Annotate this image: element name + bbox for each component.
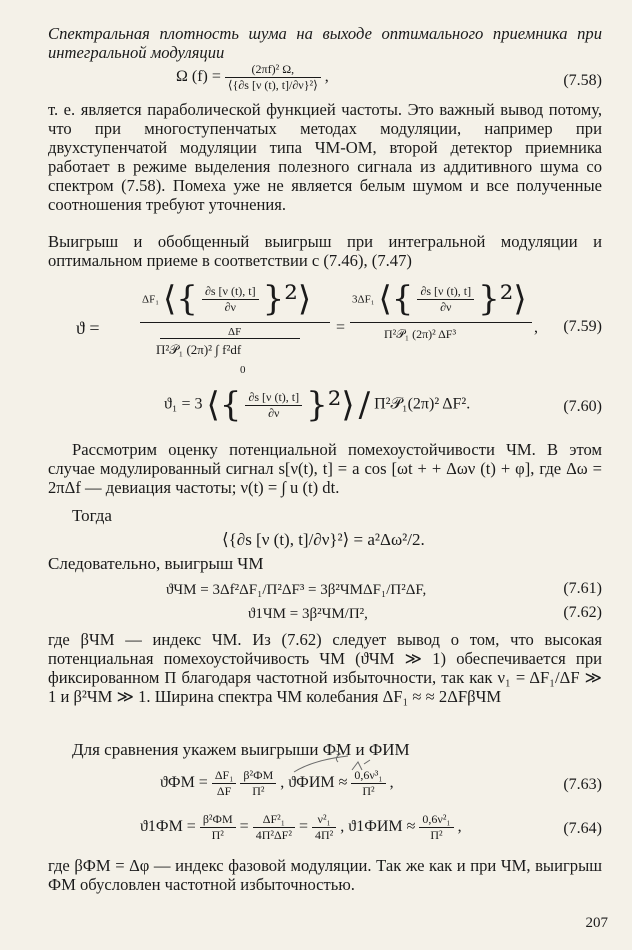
eq-763-f1-den: ΔF	[216, 784, 232, 798]
eq-760-inner-den: ∂ν	[268, 405, 280, 420]
eq-759-angle-left: ⟨{	[163, 279, 198, 319]
eq-764-f2-num: ΔF²₁	[253, 812, 295, 828]
eq-764-lhs: ϑ1ФМ =	[140, 818, 196, 836]
intro-text	[48, 24, 602, 62]
paragraph-3	[48, 440, 602, 497]
intro-text-content: Спектральная плотность шума на выходе оптимального приемника при интегральной модуляции	[48, 24, 602, 62]
consequently-line: Следовательно, выигрыш ЧМ	[48, 554, 264, 573]
eq-763-f3-den: Π²	[362, 784, 375, 798]
paragraph-6	[48, 856, 602, 894]
eq-760-inner-num: ∂s [ν (t), t]	[245, 390, 302, 406]
eq-759-sub-bar	[160, 338, 300, 339]
eq-763-frac-1	[212, 768, 237, 799]
page-number: 207	[585, 915, 608, 931]
paragraph-6-text: где βФМ = Δφ — индекс фазовой модуляции. Так же как и при ЧМ, выигрыш ФМ обусловлен частотной избыточностью.	[48, 856, 602, 894]
eq-759-angle-left-2: ⟨{	[378, 279, 414, 319]
paragraph-2	[48, 232, 602, 270]
eq-762: ϑ1ЧМ = 3β²ЧМ/Π²,	[248, 606, 368, 622]
paragraph-1	[48, 100, 602, 214]
eq-759-inner-fraction-2	[417, 284, 474, 315]
eq-759-num1-den: ΔF	[228, 326, 242, 338]
paragraph-3-text: Рассмотрим оценку потенциальной помехоустойчивости ЧМ. В этом случае модулированный сигнал s[ν(t), t] = a cos [ωt + + Δων (t) + φ], где Δω = 2πΔf — девиация частоты; ν(t) = ∫ u (t) dt.	[48, 440, 602, 497]
eq-761: ϑЧМ = 3Δf²ΔF₁/Π²ΔF³ = 3β²ЧМΔF₁/Π²ΔF,	[166, 582, 427, 598]
eq-764-frac-4	[419, 812, 453, 843]
then-word: Тогда	[72, 506, 112, 525]
eq-763-f1-num: ΔF₁	[212, 768, 237, 784]
eq-764-f1-den: Π²	[211, 828, 224, 842]
eq-759-num1-factor: ΔF₁	[142, 293, 160, 306]
eq-758-fraction	[225, 62, 321, 93]
eq-759-num2	[352, 279, 527, 319]
eq-760-rhs: Π²𝒫₁(2π)² ΔF².	[374, 395, 471, 413]
eq-759-angle-right-2: }²⟩	[478, 279, 527, 319]
eq-759-inner-den-2: ∂ν	[440, 299, 452, 314]
eq-763-number: (7.63)	[563, 776, 602, 793]
eq-759-num2-factor: 3ΔF₁	[352, 293, 375, 306]
eq-760-inner-fraction	[245, 390, 302, 421]
eq-764-eq: =	[298, 818, 308, 836]
eq-764-number: (7.64)	[563, 820, 602, 837]
paragraph-4-text: где βЧМ — индекс ЧМ. Из (7.62) следует вывод о том, что высокая потенциальная помехоустойчивость ЧМ (ϑЧМ ≫ 1) обеспечивается при фиксированном Π благодаря частотной избыточности, так как ν₁ = ΔF₁/ΔF ≫ 1 и β²ЧМ ≫ 1. Ширина спектра ЧМ колебания ΔF₁ ≈ ≈ 2ΔFβЧМ	[48, 630, 602, 706]
eq-759-angle-right: }²⟩	[262, 279, 312, 319]
eq-764-f2-den: 4Π²ΔF²	[255, 828, 292, 842]
paragraph-4	[48, 630, 602, 706]
eq-759-integral-lower: 0	[240, 364, 246, 376]
eq-758-tail: ,	[324, 68, 329, 86]
eq-759-num1	[142, 279, 312, 319]
eq-759-number: (7.59)	[563, 318, 602, 335]
eq-763-f3-num: 0,6ν³₁	[351, 768, 385, 784]
eq-759-inner-num-2: ∂s [ν (t), t]	[417, 284, 474, 300]
eq-760-angle-left: ⟨{	[206, 385, 242, 425]
eq-760-slash: /	[358, 385, 371, 425]
paragraph-5: Для сравнения укажем выигрыши ФМ и ФИМ	[72, 740, 410, 759]
eq-763-f2-den: Π²	[252, 784, 265, 798]
eq-758-numerator: (2πf)² Ω,	[225, 62, 321, 78]
eq-760-angle-right: }²⟩	[306, 385, 355, 425]
eq-759-inner-den: ∂ν	[224, 299, 236, 314]
eq-764-f3-num: ν²₁	[312, 812, 336, 828]
eq-759-inner-fraction	[202, 284, 259, 315]
equation-7-58	[176, 62, 329, 93]
paragraph-1-text: т. е. является параболической функцией частоты. Это важный вывод потому, что при многоступенчатых методах модуляции, например при двухступенчатой модуляции типа ЧМ-ОМ, второй детектор приемника работает в режиме выделения полезного сигнала из аддитивного шума со спектром (7.58). Помеха уже не является белым шумом и все полученные соотношения требуют уточнения.	[48, 100, 602, 214]
eq-759-lhs: ϑ =	[76, 318, 100, 338]
eq-763-frac-2	[240, 768, 276, 799]
eq-764-frac-2	[253, 812, 295, 843]
eq-759-tail: ,	[534, 319, 538, 336]
eq-763-f2-num: β²ФМ	[240, 768, 276, 784]
eq-759-den2: Π²𝒫₁ (2π)² ΔF³	[384, 327, 457, 341]
eq-764-frac-1	[200, 812, 236, 843]
eq-758-lhs: Ω (f) =	[176, 68, 221, 86]
eq-764-f4-num: 0,6ν²₁	[419, 812, 453, 828]
eq-then: ⟨{∂s [ν (t), t]/∂ν}²⟩ = a²Δω²/2.	[222, 530, 425, 549]
eq-759-main-bar-2	[350, 322, 532, 323]
eq-760-number: (7.60)	[563, 398, 602, 415]
eq-764-f1-num: β²ФМ	[200, 812, 236, 828]
eq-760-lhs: ϑ₁ = 3	[164, 395, 203, 413]
eq-762-number: (7.62)	[563, 604, 602, 621]
eq-759-equals: =	[336, 319, 346, 336]
eq-764-f3-den: 4Π²	[315, 828, 334, 842]
eq-761-number: (7.61)	[563, 580, 602, 597]
eq-759-inner-num: ∂s [ν (t), t]	[202, 284, 259, 300]
equation-7-64: ϑ1ФМ = $\frac{\text{β²ФМ}}{\text{Π²}}$ = $\frac{\text{ΔF²₁}}{\text{4Π²ΔF²}}$ = $\frac{\text{ν²₁}}{\text{4Π²}}$ , ϑ1ФИМ ≈ $\frac{\text{0,6ν²₁}}{\text{Π²}}$ ,	[140, 812, 462, 842]
eq-763-lhs: ϑФМ =	[160, 774, 208, 792]
eq-764-tail: ,	[457, 818, 462, 836]
eq-759-den1: Π²𝒫₁ (2π)² ∫ f²df	[156, 342, 242, 357]
eq-764-f4-den: Π²	[430, 828, 443, 842]
equation-7-60	[164, 385, 471, 425]
eq-758-number: (7.58)	[563, 72, 602, 89]
eq-764-frac-3	[312, 812, 336, 843]
eq-758-denominator: ⟨{∂s [ν (t), t]/∂ν}²⟩	[227, 78, 318, 92]
eq-763-tail: ,	[389, 774, 394, 792]
eq-763-mid: , ϑФИМ ≈	[280, 774, 348, 792]
eq-764-mid: , ϑ1ФИМ ≈	[340, 818, 416, 836]
pencil-annotation	[290, 748, 380, 778]
paragraph-2-text: Выигрыш и обобщенный выигрыш при интегральной модуляции и оптимальном приеме в соответствии с (7.46), (7.47)	[48, 232, 602, 270]
